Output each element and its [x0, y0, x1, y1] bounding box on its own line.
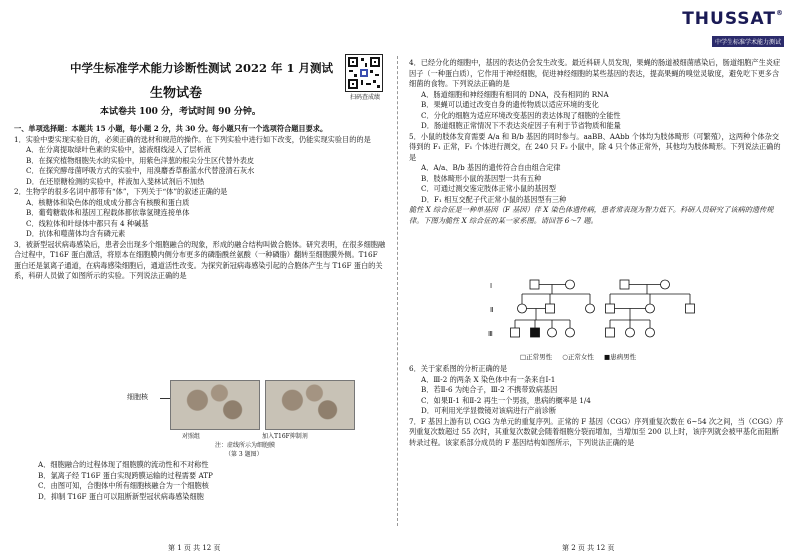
fig-title: （第 3 题图） — [225, 451, 263, 458]
micrograph-treatment — [265, 380, 355, 430]
intro-q6-q7: 脆性 X 综合征是一种单基因（F 基因）伴 X 染色体遗传病，患者常表现为智力低下。科研人员研究了该病的遗传规律。下图为脆性 X 综合征的某一家系图。请回答 6～7 题。 — [409, 205, 774, 225]
generation-label-2: Ⅱ — [490, 306, 494, 314]
option: C．在探究酵母菌呼吸方式的实验中，用溴麝香草酚蓝水代替澄清石灰水 — [26, 166, 255, 175]
page-footer-right: 第 2 页 共 12 页 — [562, 544, 615, 552]
option: C．如果Ⅱ-1 和Ⅱ-2 再生一个男孩，患病的概率是 1/4 — [421, 395, 591, 405]
score-line: 本试卷共 100 分，考试时间 90 分钟。 — [100, 107, 261, 117]
pedigree-chart — [500, 278, 740, 353]
pedigree-III5 — [606, 328, 615, 337]
question-6 — [409, 364, 784, 417]
option: D．可利用光学显微镜对该病进行产前诊断 — [421, 406, 557, 415]
question-3-options — [26, 460, 386, 502]
qr-caption: 扫码查成绩 — [349, 94, 380, 101]
option: B．果蝇可以通过改变自身的遗传物质以适应环境的变化 — [421, 100, 599, 109]
option: B．若Ⅱ-6 为纯合子，Ⅲ-2 不携带致病基因 — [421, 385, 558, 394]
qr-code-icon — [345, 54, 383, 92]
generation-label-1: Ⅰ — [490, 282, 493, 290]
option: C．由图可知，合胞体中所有细胞核融合为一个细胞核 — [38, 481, 209, 490]
option: C．分化的细胞为适应环境改变基因的表达体现了细胞的全能性 — [421, 110, 621, 120]
pedigree-II4 — [606, 304, 615, 313]
option: B．葡萄糖载体和基因工程载体都依靠氢键连接单体 — [26, 208, 190, 217]
pedigree-II5 — [646, 304, 655, 313]
pedigree-II1 — [518, 304, 527, 313]
question-7 — [409, 417, 784, 449]
option: A．细胞融合的过程体现了细胞膜的流动性和不对称性 — [38, 460, 209, 469]
question-stem: 2．生物学的很多名词中都带有“体”，下列关于“体”的叙述正确的是 — [14, 187, 228, 196]
pedigree-III3 — [548, 328, 557, 337]
pedigree-II2 — [546, 304, 555, 313]
option: B．氯离子经 T16F 蛋白实现跨膜运输的过程需要 ATP — [38, 470, 213, 480]
pedigree-II6 — [686, 304, 695, 313]
page-footer-left: 第 1 页 共 12 页 — [168, 544, 221, 552]
question-stem: 5．小鼠的肢体发育需要 A/a 和 B/b 基因的同时参与。aaBB、AAbb 个体均为肢体畸形（可繁殖），这两种个体杂交得到的 F₁ 正常，F₁ 个体进行测交，在 240 只 F₂ 小鼠中，除 4 只个体正常外，其他均为肢体畸形。下列说法正确的是 — [409, 131, 781, 162]
left-questions — [14, 124, 386, 282]
generation-label-3: Ⅲ — [488, 330, 493, 338]
pedigree-female-I4 — [661, 280, 670, 289]
figure-q3 — [115, 380, 335, 432]
question-4 — [409, 58, 784, 132]
option: D．抗体和噬菌体均含有磷元素 — [26, 229, 126, 238]
pedigree-II3 — [586, 304, 595, 313]
option: A．Ⅲ-2 的两条 X 染色体中有一条来自Ⅰ-1 — [421, 374, 556, 384]
option: C．线粒体和叶绿体中都只有 4 种碱基 — [26, 218, 149, 228]
option: A．核糖体和染色体的组成成分都含有核酸和蛋白质 — [26, 197, 190, 207]
fig-label-treatment: 加入T16F抑制剂 — [262, 433, 308, 440]
option: A．肠道细胞和神经细胞有相同的 DNA，没有相同的 RNA — [421, 89, 609, 99]
option: D．抑制 T16F 蛋白可以阻断新型冠状病毒感染细胞 — [38, 491, 204, 501]
question-stem: 1．实验中要实现实验目的，必须正确的选材和规范的操作。在下列实验中进行如下改变，仍能实现实验目的的是 — [14, 134, 371, 144]
pedigree-III1 — [511, 328, 520, 337]
fig-label-nucleus: 细胞核 — [127, 393, 148, 401]
legend-affected-male: ■患病男性 — [603, 353, 637, 361]
micrograph-control — [170, 380, 260, 430]
pedigree-male-I1 — [530, 280, 539, 289]
subject-title: 生物试卷 — [150, 86, 203, 101]
option: A．A/a、B/b 基因的遗传符合自由组合定律 — [421, 163, 561, 172]
logo-sup: ® — [776, 9, 784, 17]
logo-subtitle: 中学生标准学术能力测试 — [712, 36, 784, 47]
fig-note: 注：虚线所示为细胞膜 — [215, 442, 276, 449]
right-questions-top — [409, 58, 784, 226]
pedigree-III7 — [646, 328, 655, 337]
pedigree-male-I3 — [620, 280, 629, 289]
fig-label-control: 对照组 — [182, 433, 201, 440]
legend-normal-male: □正常男性 — [520, 353, 553, 361]
exam-title: 中学生标准学术能力诊断性测试 2022 年 1 月测试 — [70, 61, 334, 75]
right-questions-bottom — [409, 364, 784, 448]
option: B．在探究植物细胞失水的实验中，用紫色洋葱的根尖分生区代替外表皮 — [26, 155, 255, 165]
pedigree-III4 — [566, 328, 575, 337]
option: D．肠道细胞正常情况下不表达炎症因子有利于节省物质和能量 — [421, 121, 621, 130]
pedigree-legend — [520, 352, 644, 361]
question-2 — [14, 187, 386, 240]
question-3 — [14, 240, 386, 282]
option: A．在分离提取绿叶色素的实验中，滤液细线浸入了层析液 — [26, 145, 211, 154]
pedigree-III2-affected — [531, 328, 540, 337]
section-one-heading: 一、单项选择题：本题共 15 小题，每小题 2 分，共 30 分。每小题只有一个选项符合题目要求。 — [14, 124, 328, 133]
pedigree-III6 — [626, 328, 635, 337]
logo-text: THUSSAT® — [682, 9, 784, 29]
option: B．肢体畸形小鼠的基因型一共有五种 — [421, 173, 542, 183]
question-5 — [409, 132, 784, 206]
question-1 — [14, 135, 386, 188]
option: C．可通过测交鉴定肢体正常小鼠的基因型 — [421, 184, 556, 193]
option: D．F₁ 相互交配子代正常小鼠的基因型有三种 — [421, 194, 567, 204]
pedigree-female-I2 — [566, 280, 575, 289]
legend-normal-female: ○正常女性 — [562, 353, 594, 361]
question-stem: 3．被新型冠状病毒感染后，患者会出现多个细胞融合的现象，形成的融合结构叫做合胞体。研究表明，在很多细胞融合过程中，T16F 蛋白激活，将原本在细胞膜内侧分布更多的磷脂酰丝氨酸（一种磷脂）翻转至细胞膜外侧。T16F 蛋白还是氯离子通道，在病毒感染细胞后，通道活性改变。为探究新冠病毒感染引起的合胞体产生与 T16F 蛋白的关系，科研人员做了如图所示的实验。下列说法正确的是 — [14, 239, 386, 280]
option: D．在还原糖检测的实验中，样液加入斐林试剂后不加热 — [26, 176, 205, 186]
question-stem: 4．已经分化的细胞中，基因的表达仍会发生改变。最近科研人员发现，果蝇的肠道被细菌感染后，肠道细胞产生炎症因子（一种蛋白质），它作用于神经细胞，促进神经细胞的某些基因的表达，提高果蝇的嗅觉灵敏度，避免吃下更多含细菌的食物。下列说法正确的是 — [409, 58, 781, 88]
question-stem: 7．F 基因上游有以 CGG 为单元的重复序列。正常的 F 基因（CGG）序列重复次数在 6~54 次之间，当（CGG）序列重复次数超过 55 次时，其重复次数就会随着细胞分裂而增加，当增加至 200 以上时，该序列就会被甲基化而阻断转录过程。该家系部分成员的 F 基因结构如图所示，下列说法正确的是 — [409, 416, 784, 447]
question-stem: 6．关于家系图的分析正确的是 — [409, 364, 508, 373]
